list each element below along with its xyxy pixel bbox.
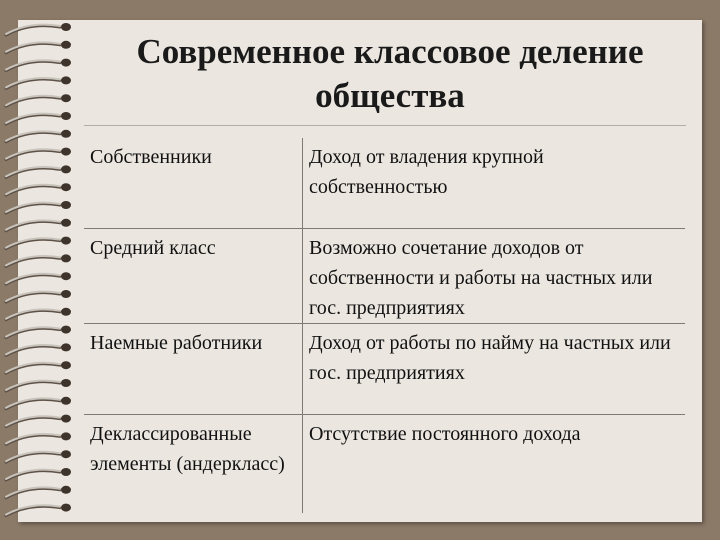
binding-ring: [6, 308, 71, 320]
binding-ring: [6, 504, 71, 516]
binding-ring: [6, 486, 71, 498]
class-name-cell: Средний класс: [84, 229, 303, 324]
table-row: [84, 415, 685, 514]
income-cell: Возможно сочетание доходов от собственности и работы на частных или гос. предприятиях: [303, 229, 686, 324]
binding-ring: [6, 130, 71, 142]
binding-ring: [6, 237, 71, 249]
binding-ring: [6, 76, 71, 88]
title-line-1: Современное классовое деление: [136, 32, 644, 71]
binding-ring: [6, 41, 71, 53]
binding-ring: [6, 290, 71, 302]
class-name-cell: Собственники: [84, 138, 303, 229]
binding-ring: [6, 59, 71, 71]
table-row: [84, 138, 685, 229]
title-line-2: общества: [315, 76, 465, 115]
income-cell: Доход от владения крупной собственностью: [303, 138, 686, 229]
binding-ring: [6, 165, 71, 177]
class-name-cell: Деклассированные элементы (андеркласс): [84, 415, 303, 514]
class-division-table: [84, 138, 685, 513]
title-divider: [84, 125, 686, 126]
binding-ring: [6, 94, 71, 106]
binding-ring: [6, 379, 71, 391]
income-cell: Доход от работы по найму на частных или гос. предприятиях: [303, 324, 686, 415]
table-row: [84, 229, 685, 324]
binding-ring: [6, 201, 71, 213]
binding-ring: [6, 432, 71, 444]
binding-ring: [6, 397, 71, 409]
binding-ring: [6, 219, 71, 231]
binding-ring: [6, 148, 71, 160]
page-title: [88, 30, 692, 118]
binding-ring: [6, 415, 71, 427]
binding-ring: [6, 326, 71, 338]
income-cell: Отсутствие постоянного дохода: [303, 415, 686, 514]
binding-ring: [6, 112, 71, 124]
spiral-binding-rings: [0, 0, 90, 540]
binding-ring: [6, 23, 71, 35]
binding-ring: [6, 183, 71, 195]
binding-ring: [6, 468, 71, 480]
binding-ring: [6, 343, 71, 355]
binding-ring: [6, 272, 71, 284]
table-row: [84, 324, 685, 415]
binding-ring: [6, 450, 71, 462]
class-name-cell: Наемные работники: [84, 324, 303, 415]
binding-ring: [6, 254, 71, 266]
binding-ring: [6, 361, 71, 373]
